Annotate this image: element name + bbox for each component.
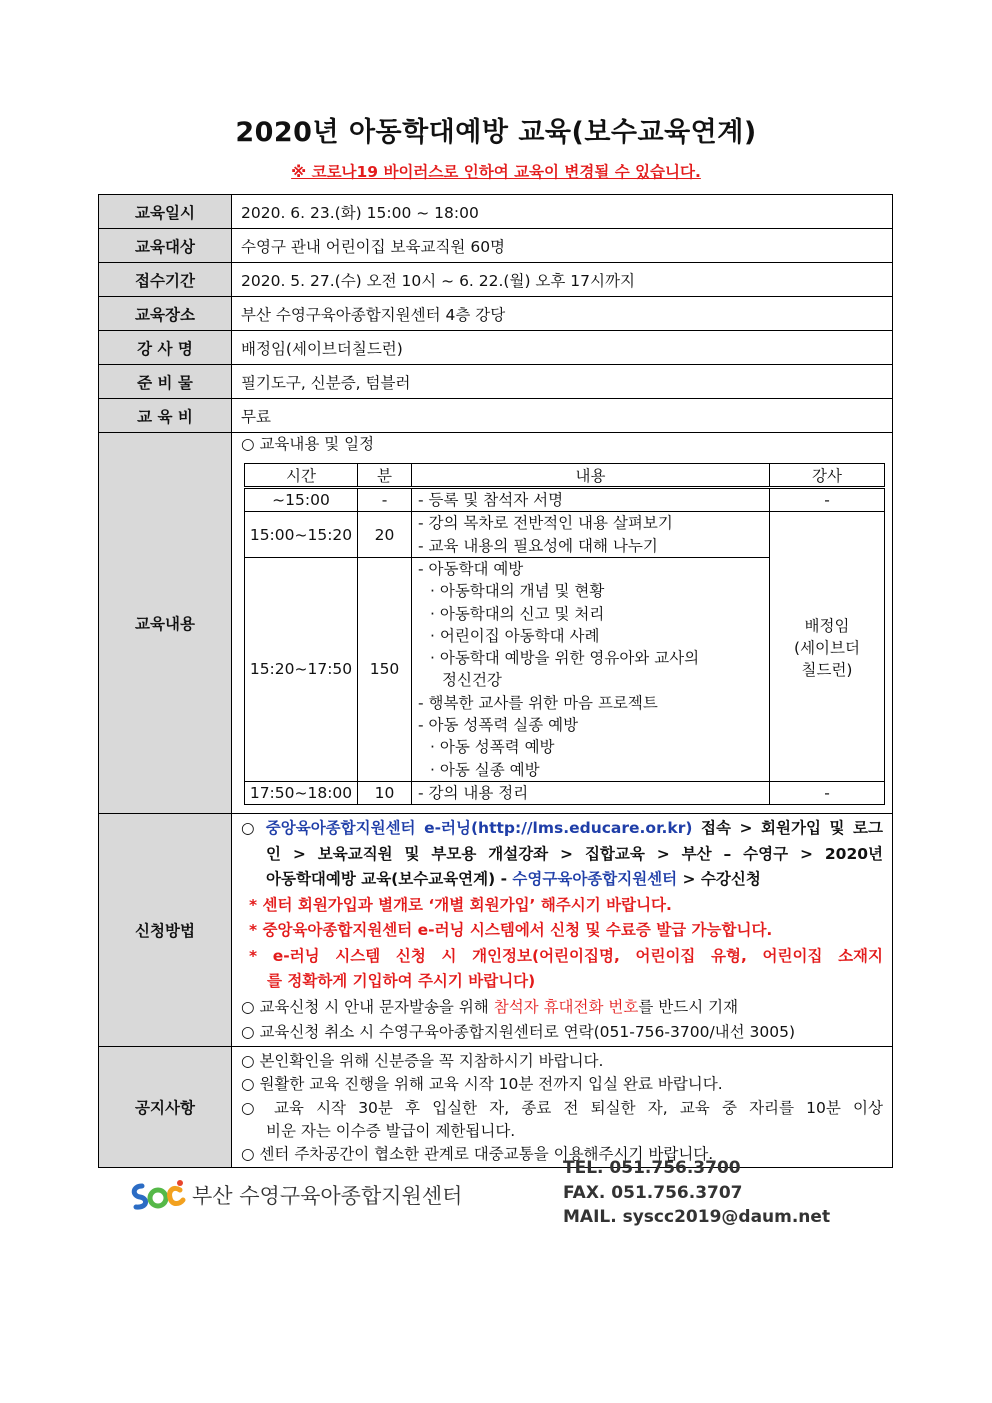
cell-item: - 강의 내용 정리	[412, 781, 770, 804]
bullet: ○	[241, 819, 266, 838]
instructor-line: 배정임	[804, 616, 850, 635]
item-line: - 아동 성폭력 실종 예방	[418, 715, 579, 734]
cell-item	[412, 557, 770, 781]
label-date: 교육일시	[99, 195, 232, 229]
phone-highlight: 참석자 휴대전화 번호	[493, 997, 639, 1016]
label-period: 접수기간	[99, 263, 232, 297]
value-instructor: 배정임(세이브더칠드런)	[232, 331, 893, 365]
apply-line: 인 > 보육교직원 및 부모용 개설강좌 > 집합교육 > 부산 – 수영구 > 2020년	[266, 844, 883, 863]
notes-cell	[232, 1046, 893, 1167]
corona-notice: ※ 코로나19 바이러스로 인하여 교육이 변경될 수 있습니다.	[291, 163, 701, 181]
cell-instructor-main	[770, 512, 885, 782]
note-line: ○ 교육 시작 30분 후 입실한 자, 종료 전 퇴실한 자, 교육 중 자리를 10분 이상	[241, 1098, 883, 1117]
apply-cell	[232, 814, 893, 1047]
value-fee: 무료	[232, 399, 893, 433]
schedule-row	[245, 781, 885, 804]
cell-time: 15:00~15:20	[245, 512, 358, 558]
label-notes: 공지사항	[99, 1046, 232, 1167]
cell-instructor: -	[770, 488, 885, 512]
row-supplies	[99, 365, 893, 399]
apply-line	[241, 816, 883, 842]
row-period	[99, 263, 893, 297]
apply-text	[232, 814, 892, 1046]
cell-minutes: 10	[358, 781, 412, 804]
item-line: · 어린이집 아동학대 사례	[430, 626, 600, 645]
instructor-line: 칠드런)	[801, 660, 853, 679]
label-fee: 교 육 비	[99, 399, 232, 433]
cell-item	[412, 512, 770, 558]
value-period: 2020. 5. 27.(수) 오전 10시 ~ 6. 22.(월) 오후 17시까지	[232, 263, 893, 297]
item-line: - 아동학대 예방	[418, 559, 524, 578]
cell-minutes: 150	[358, 557, 412, 781]
row-place	[99, 297, 893, 331]
label-supplies: 준 비 물	[99, 365, 232, 399]
row-fee	[99, 399, 893, 433]
contact-fax: FAX. 051.756.3707	[563, 1182, 743, 1203]
apply-line: ○ 교육신청 취소 시 수영구육아종합지원센터로 연락(051-756-3700/내선 3005)	[241, 1023, 796, 1042]
instructor-line: (세이브더	[794, 638, 860, 657]
label-content: 교육내용	[99, 433, 232, 814]
cell-minutes: 20	[358, 512, 412, 558]
cell-instructor: -	[770, 781, 885, 804]
label-target: 교육대상	[99, 229, 232, 263]
header-content: 내용	[412, 464, 770, 488]
value-supplies: 필기도구, 신분증, 텀블러	[232, 365, 893, 399]
notes-text	[232, 1047, 892, 1167]
row-instructor	[99, 331, 893, 365]
apply-text-part: 아동학대예방 교육(보수교육연계) -	[266, 870, 513, 889]
apply-note: 를 정확하게 기입하여 주시기 바랍니다)	[267, 972, 536, 991]
item-line: 정신건강	[442, 671, 502, 690]
label-place: 교육장소	[99, 297, 232, 331]
item-line: · 아동 실종 예방	[430, 760, 540, 779]
cell-item: - 등록 및 참석자 서명	[412, 488, 770, 512]
value-place: 부산 수영구육아종합지원센터 4층 강당	[232, 297, 893, 331]
item-line: · 아동학대의 신고 및 처리	[430, 604, 605, 623]
cell-time: ~15:00	[245, 488, 358, 512]
note-line: ○ 본인확인을 위해 신분증을 꼭 지참하시기 바랍니다.	[241, 1051, 604, 1070]
item-line: - 행복한 교사를 위한 마음 프로젝트	[418, 693, 658, 712]
row-content	[99, 433, 893, 814]
item-line: · 아동 성폭력 예방	[430, 738, 555, 757]
elearning-link[interactable]: 중앙육아종합지원센터 e-러닝(http://lms.educare.or.kr)	[265, 819, 693, 838]
item-line: · 아동학대의 개념 및 현황	[430, 582, 605, 601]
apply-note: * e-러닝 시스템 신청 시 개인정보(어린이집명, 어린이집 유형, 어린이집 소재지	[249, 946, 883, 965]
row-target	[99, 229, 893, 263]
item-line: - 강의 목차로 전반적인 내용 살펴보기	[418, 514, 673, 533]
label-apply: 신청방법	[99, 814, 232, 1047]
contact-info	[563, 1156, 830, 1230]
apply-text-part: 를 반드시 기재	[638, 997, 739, 1016]
item-line: · 아동학대 예방을 위한 영유아와 교사의	[430, 649, 700, 668]
page-title: 2020년 아동학대예방 교육(보수교육연계)	[235, 117, 757, 148]
contact-mail: MAIL. syscc2019@daum.net	[563, 1207, 831, 1227]
content-heading: ○ 교육내용 및 일정	[241, 435, 375, 453]
apply-text-part: ○ 교육신청 시 안내 문자발송을 위해	[241, 997, 494, 1016]
note-line: ○ 센터 주차공간이 협소한 관계로 대중교통을 이용해주시기 바랍니다.	[241, 1145, 714, 1164]
schedule-table	[244, 463, 885, 805]
schedule-header	[245, 464, 885, 488]
item-line: - 교육 내용의 필요성에 대해 나누기	[418, 536, 658, 555]
row-apply	[99, 814, 893, 1047]
row-notes	[99, 1046, 893, 1167]
apply-note: * 중앙육아종합지원센터 e-러닝 시스템에서 신청 및 수료증 발급 가능합니다.	[249, 921, 773, 940]
schedule-row	[245, 488, 885, 512]
value-target: 수영구 관내 어린이집 보육교직원 60명	[232, 229, 893, 263]
schedule-row	[245, 512, 885, 558]
note-line: ○ 원활한 교육 진행을 위해 교육 시작 10분 전까지 입실 완료 바랍니다.	[241, 1075, 723, 1094]
info-table	[98, 194, 893, 1168]
content-cell	[232, 433, 893, 814]
cell-time: 15:20~17:50	[245, 557, 358, 781]
apply-text-part: 접속 > 회원가입 및 로그	[692, 819, 883, 838]
contact-tel: TEL. 051.756.3700	[563, 1158, 741, 1178]
center-name-logo: 부산 수영구육아종합지원센터	[192, 1184, 463, 1208]
header-minutes: 분	[358, 464, 412, 488]
cell-time: 17:50~18:00	[245, 781, 358, 804]
row-date	[99, 195, 893, 229]
label-instructor: 강 사 명	[99, 331, 232, 365]
value-date: 2020. 6. 23.(화) 15:00 ~ 18:00	[232, 195, 893, 229]
center-name: 수영구육아종합지원센터	[512, 870, 678, 889]
apply-line	[241, 995, 883, 1021]
apply-text-part: > 수강신청	[677, 870, 761, 889]
center-logo-icon	[128, 1176, 188, 1216]
content-spacer	[232, 805, 892, 813]
apply-line	[241, 867, 883, 893]
header-time: 시간	[245, 464, 358, 488]
note-line: 비운 자는 이수증 발급이 제한됩니다.	[266, 1121, 516, 1140]
cell-minutes: -	[358, 488, 412, 512]
apply-note: * 센터 회원가입과 별개로 ‘개별 회원가입’ 해주시기 바랍니다.	[249, 895, 672, 914]
header-instructor: 강사	[770, 464, 885, 488]
